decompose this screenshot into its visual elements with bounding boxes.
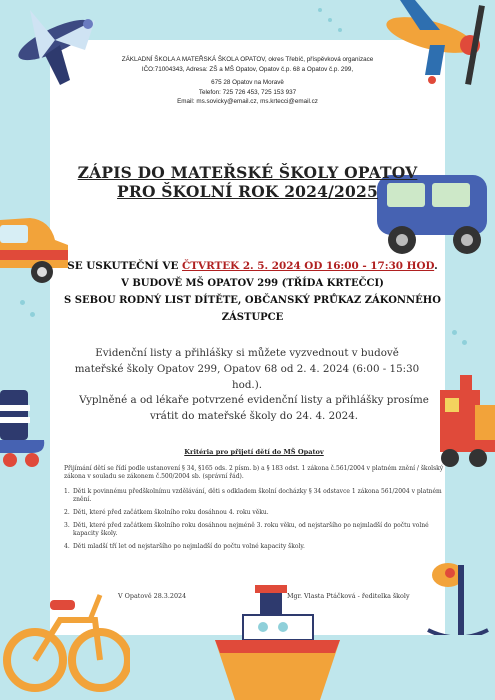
signature-name: Mgr. Vlasta Ptáčková - ředitelka školy	[287, 592, 410, 600]
list-item	[64, 488, 444, 505]
header-line: IČO:71004343, Adresa: ZŠ a MŠ Opatov, Opatov č.p. 68 a Opatov č.p. 299,	[141, 65, 354, 73]
info-line: ZÁSTUPCE	[221, 312, 284, 323]
list-item-number: 1.	[64, 487, 70, 495]
pickup-paragraph: Evidenční listy a přihlášky si můžete vyzvednout v budově mateřské školy Opatov 299, Opatov 68 od 2. 4. 2024 (6:00 - 15:30 hod.).	[74, 347, 420, 391]
header-line: Email: ms.sovicky@email.cz, ms.krtecci@email.cz	[177, 98, 318, 105]
background-dot	[338, 28, 342, 32]
background-dot	[462, 340, 467, 345]
criteria-heading: Kritéria pro přijetí dětí do MŠ Opatov	[184, 448, 324, 456]
info-line: S SEBOU RODNÝ LIST DÍTĚTE, OBČANSKÝ PRŮKAZ ZÁKONNÉHO	[64, 295, 441, 306]
list-item-text: Děti, které před začátkem školního roku dosáhnou 4. roku věku.	[73, 508, 269, 516]
list-item-number: 4.	[64, 542, 70, 550]
page-title	[55, 163, 440, 201]
list-item-number: 2.	[64, 508, 70, 516]
list-item	[64, 509, 444, 518]
list-item-number: 3.	[64, 521, 70, 529]
admission-criteria	[64, 448, 444, 551]
background-dot	[318, 8, 322, 12]
background-dot	[30, 312, 35, 317]
info-line	[60, 258, 445, 275]
info-suffix: .	[434, 260, 438, 272]
list-item-text: Děti mladší tří let od nejstaršího po nejmladší do počtu volné kapacity školy.	[73, 542, 305, 550]
info-prefix: SE USKUTEČNÍ VE	[67, 260, 183, 272]
background-dot	[20, 300, 25, 305]
list-item	[64, 522, 444, 539]
header-line: ZÁKLADNÍ ŠKOLA A MATEŘSKÁ ŠKOLA OPATOV, okres Třebíč, příspěvková organizace	[121, 56, 374, 63]
background-dot	[328, 18, 332, 22]
roller-skate-icon	[0, 385, 48, 470]
header-line: 675 28 Opatov na Moravě	[211, 79, 284, 86]
bicycle-icon	[0, 590, 130, 700]
list-item-text: Děti k povinnému předškolnímu vzdělávání, děti s odkladem školní docházky § 34 odstavce 1 zákona 561/2004 v platném znění.	[73, 487, 442, 504]
enrollment-info	[60, 258, 445, 326]
signature-date: V Opatově 28.3.2024	[118, 592, 187, 600]
list-item-text: Děti, které před začátkem školního roku dosáhnou nejméně 3. roku věku, od nejstaršího po nejmladší do počtu volné kapacity školy.	[73, 521, 429, 538]
ship-icon	[215, 585, 345, 700]
rocking-horse-icon	[418, 555, 495, 635]
criteria-intro: Přijímání dětí se řídí podle ustanovení § 34, §165 ods. 2 písm. b) a § 183 odst. 1 zákona č.561/2004 v platném znění / školský zákona v souladu se zákonem č.500/2004 sb. (správní řád).	[64, 464, 444, 481]
title-line: PRO ŠKOLNÍ ROK 2024/2025	[117, 182, 378, 201]
background-dot	[452, 330, 457, 335]
list-item	[64, 543, 444, 552]
return-paragraph: Vyplněné a od lékaře potvrzené evidenční listy a přihlášky prosíme vrátit do mateřské školy do 24. 4. 2024.	[79, 394, 429, 422]
title-line: ZÁPIS DO MATEŘSKÉ ŠKOLY OPATOV	[77, 163, 418, 182]
school-header	[0, 55, 495, 107]
info-line: V BUDOVĚ MŠ OPATOV 299 (TŘÍDA KRTEČCI)	[121, 278, 384, 289]
info-date-highlight: ČTVRTEK 2. 5. 2024 OD 16:00 - 17:30 HOD	[182, 260, 435, 272]
header-line: Telefon: 725 726 453, 725 153 937	[198, 88, 297, 96]
